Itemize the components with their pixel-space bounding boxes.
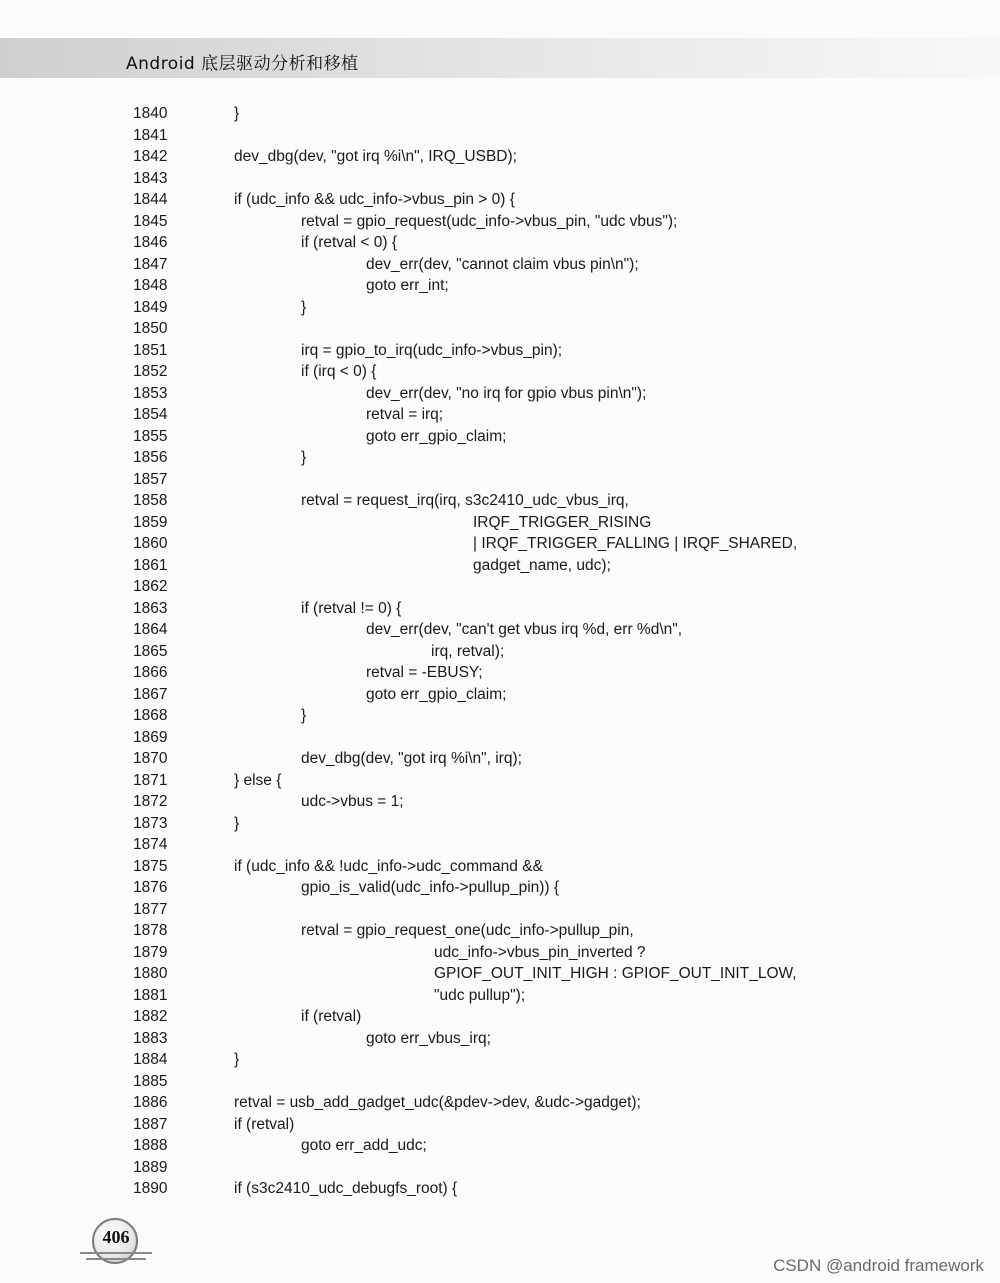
line-number: 1845 [133,212,168,230]
line-number: 1881 [133,986,168,1004]
code-line [0,684,1000,705]
line-number: 1842 [133,148,168,165]
line-number: 1883 [133,1029,168,1047]
line-number: 1841 [133,126,168,144]
line-number: 1840 [133,105,168,122]
line-number: 1849 [133,298,168,316]
line-number: 1870 [133,750,168,767]
code-line [0,791,1000,812]
badge-rule-upper [80,1252,152,1254]
line-number: 1854 [133,406,168,423]
line-number: 1878 [133,922,168,939]
code-line [0,727,1000,748]
code-text: } [301,449,307,466]
code-line [0,834,1000,855]
code-text: goto err_gpio_claim; [366,427,507,445]
line-number: 1843 [133,169,168,187]
code-text: retval = gpio_request(udc_info->vbus_pin, "udc vbus"); [301,212,678,230]
code-line [0,490,1000,511]
line-number: 1865 [133,642,168,660]
line-number: 1844 [133,191,168,208]
line-number: 1879 [133,943,168,961]
code-text: retval = gpio_request_one(udc_info->pullup_pin, [301,922,634,939]
line-number: 1873 [133,814,168,832]
code-line [0,619,1000,640]
code-line [0,512,1000,533]
code-line [0,1114,1000,1135]
code-line [0,1157,1000,1178]
code-line [0,103,1000,124]
code-line [0,555,1000,576]
code-text: if (s3c2410_udc_debugfs_root) { [234,1180,458,1197]
line-number: 1869 [133,728,168,746]
line-number: 1884 [133,1051,168,1068]
line-number: 1866 [133,664,168,681]
code-text: retval = request_irq(irq, s3c2410_udc_vbus_irq, [301,492,629,509]
code-line [0,146,1000,167]
line-number: 1853 [133,384,168,402]
code-text: dev_err(dev, "can't get vbus irq %d, err %d\n", [366,621,683,638]
code-text: retval = -EBUSY; [366,664,483,681]
code-text: if (udc_info && udc_info->vbus_pin > 0) { [234,191,515,208]
code-line [0,125,1000,146]
code-text: dev_dbg(dev, "got irq %i\n", irq); [301,750,522,767]
code-text: goto err_gpio_claim; [366,685,507,703]
line-number: 1860 [133,535,168,552]
code-line [0,598,1000,619]
watermark: CSDN @android framework [773,1256,984,1275]
code-text: retval = usb_add_gadget_udc(&pdev->dev, &udc->gadget); [234,1094,641,1111]
badge-rule-lower [86,1258,146,1260]
code-line [0,576,1000,597]
line-number: 1876 [133,879,168,896]
code-text: GPIOF_OUT_INIT_HIGH : GPIOF_OUT_INIT_LOW, [434,965,797,982]
code-text: goto err_int; [366,277,449,294]
code-line [0,254,1000,275]
code-text: goto err_vbus_irq; [366,1029,491,1047]
code-text: "udc pullup"); [434,986,526,1004]
line-number: 1875 [133,857,168,875]
code-line [0,899,1000,920]
page-header-title: Android 底层驱动分析和移植 [126,54,359,74]
line-number: 1863 [133,599,168,617]
code-text: } [234,814,240,832]
code-line [0,770,1000,791]
code-text: | IRQF_TRIGGER_FALLING | IRQF_SHARED, [473,535,798,552]
code-line [0,340,1000,361]
code-line [0,1049,1000,1070]
code-line [0,232,1000,253]
code-line [0,318,1000,339]
line-number: 1864 [133,621,168,638]
code-line [0,168,1000,189]
line-number: 1848 [133,277,168,294]
code-line [0,641,1000,662]
code-text: dev_err(dev, "no irq for gpio vbus pin\n"); [366,384,647,402]
line-number: 1888 [133,1137,168,1154]
code-line [0,963,1000,984]
code-text: } else { [234,771,282,789]
code-line [0,1135,1000,1156]
code-text: udc->vbus = 1; [301,793,404,810]
line-number: 1846 [133,234,168,251]
code-line [0,748,1000,769]
code-line [0,211,1000,232]
code-line [0,1071,1000,1092]
line-number: 1871 [133,771,168,789]
code-text: IRQF_TRIGGER_RISING [473,513,652,531]
line-number: 1877 [133,900,168,918]
line-number: 1872 [133,793,168,810]
code-line [0,469,1000,490]
line-number: 1868 [133,707,168,724]
line-number: 1887 [133,1115,168,1133]
line-number: 1890 [133,1180,168,1197]
code-line [0,877,1000,898]
code-text: gpio_is_valid(udc_info->pullup_pin)) { [301,879,560,896]
line-number: 1885 [133,1072,168,1090]
code-line [0,383,1000,404]
code-text: if (retval < 0) { [301,234,398,251]
code-line [0,404,1000,425]
line-number: 1862 [133,578,168,595]
line-number: 1859 [133,513,168,531]
line-number: 1880 [133,965,168,982]
code-text: } [301,707,307,724]
code-text: } [234,1051,240,1068]
line-number: 1882 [133,1008,168,1025]
line-number: 1867 [133,685,168,703]
code-line [0,985,1000,1006]
line-number: 1861 [133,556,168,574]
code-line [0,1028,1000,1049]
code-text: } [301,298,307,316]
line-number: 1874 [133,836,168,853]
code-text: retval = irq; [366,406,444,423]
code-text: gadget_name, udc); [473,556,611,574]
code-text: if (udc_info && !udc_info->udc_command && [234,857,543,875]
code-line [0,920,1000,941]
code-text: if (irq < 0) { [301,363,377,380]
code-line [0,705,1000,726]
line-number: 1857 [133,470,168,488]
code-line [0,533,1000,554]
code-line [0,275,1000,296]
line-number: 1847 [133,255,168,273]
code-line [0,361,1000,382]
code-line [0,1006,1000,1027]
code-line [0,856,1000,877]
code-line [0,813,1000,834]
code-text: irq = gpio_to_irq(udc_info->vbus_pin); [301,341,563,359]
code-line [0,426,1000,447]
line-number: 1851 [133,341,168,359]
code-line [0,942,1000,963]
code-line [0,189,1000,210]
code-line [0,662,1000,683]
line-number: 1856 [133,449,168,466]
code-line [0,297,1000,318]
code-line [0,1092,1000,1113]
code-text: if (retval) [301,1008,362,1025]
code-line [0,447,1000,468]
code-text: } [234,105,240,122]
code-text: goto err_add_udc; [301,1137,427,1154]
code-text: dev_dbg(dev, "got irq %i\n", IRQ_USBD); [234,148,517,165]
line-number: 1852 [133,363,168,380]
code-text: irq, retval); [431,642,505,660]
page-number: 406 [102,1227,130,1247]
code-line [0,1178,1000,1199]
line-number: 1855 [133,427,168,445]
code-text: if (retval != 0) { [301,599,402,617]
line-number: 1858 [133,492,168,509]
code-text: udc_info->vbus_pin_inverted ? [434,943,646,961]
line-number: 1889 [133,1158,168,1176]
code-text: if (retval) [234,1115,295,1133]
code-text: dev_err(dev, "cannot claim vbus pin\n"); [366,255,639,273]
line-number: 1886 [133,1094,168,1111]
line-number: 1850 [133,320,168,337]
